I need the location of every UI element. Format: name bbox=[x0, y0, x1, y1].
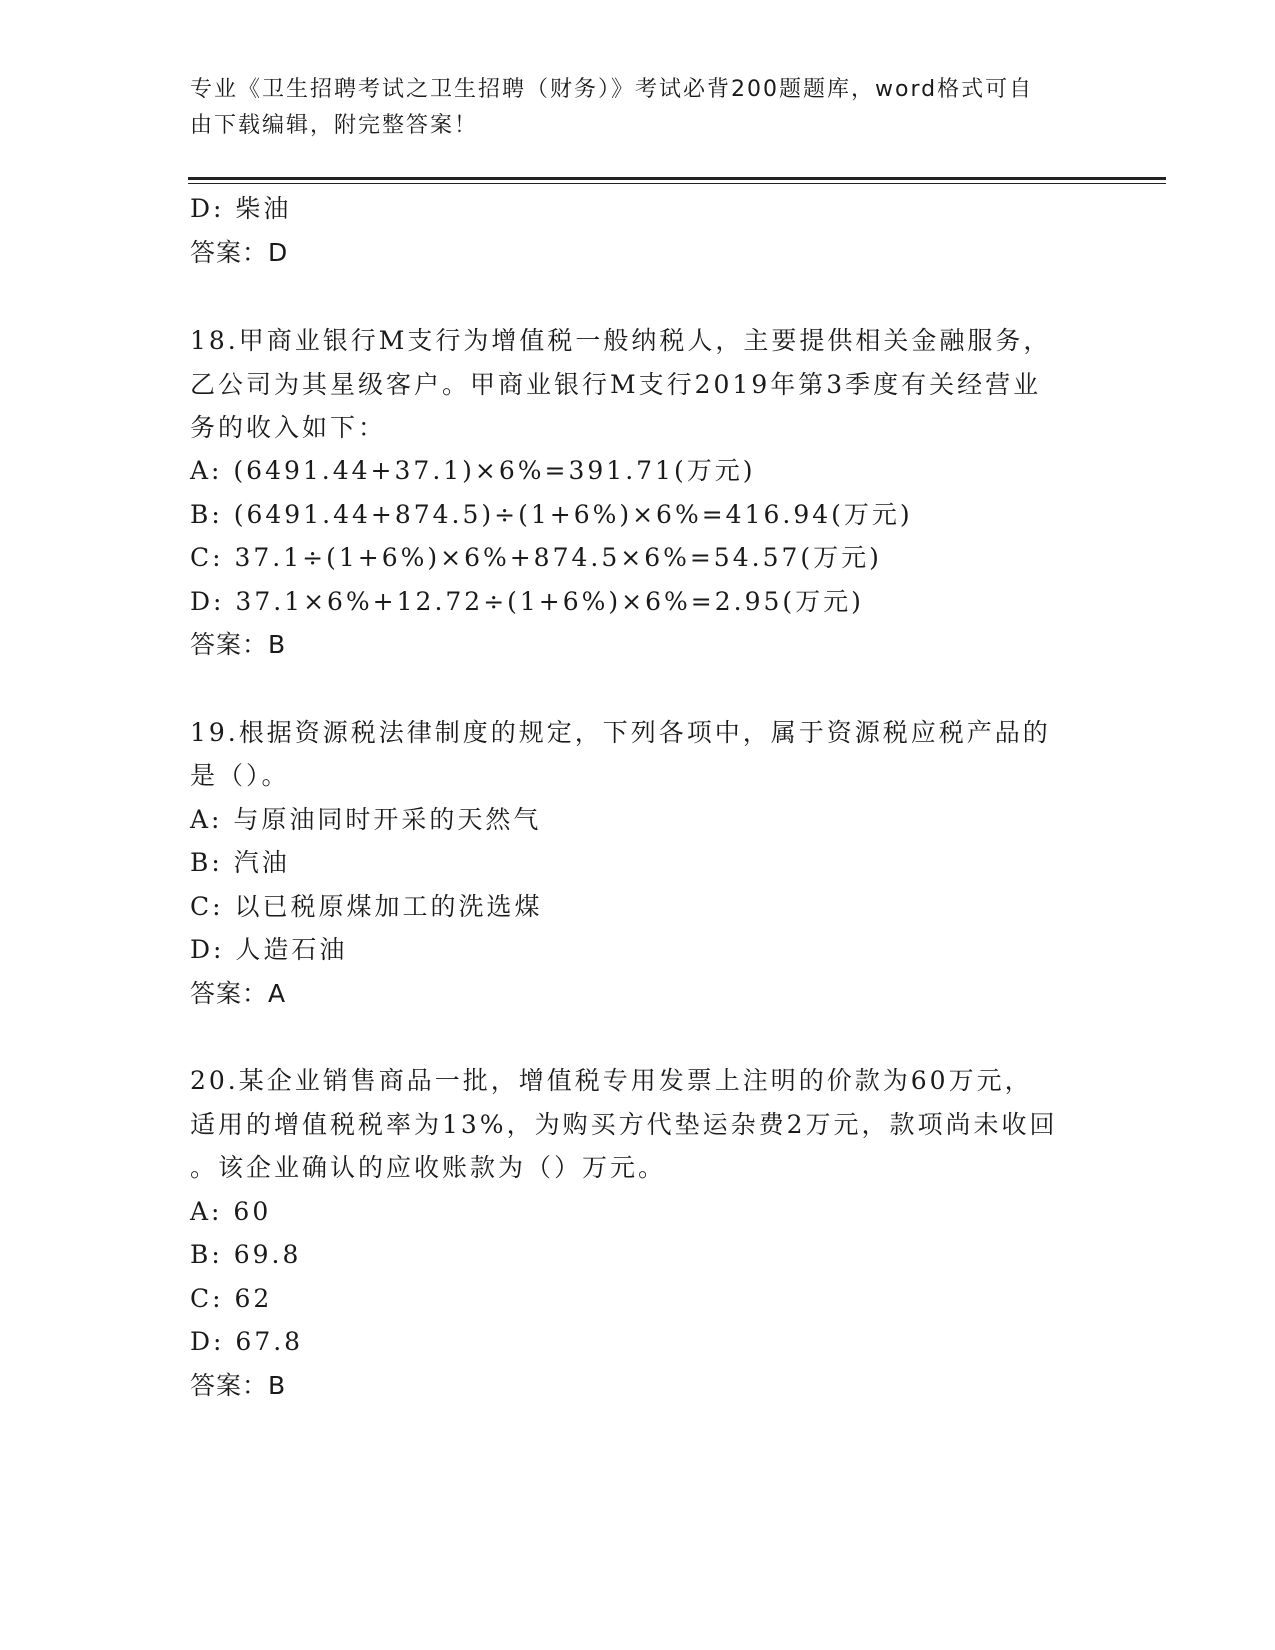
q18-option-b: B: (6491.44+874.5)÷(1+6%)×6%=416.94(万元) bbox=[190, 500, 913, 529]
q20-option-a: A: 60 bbox=[190, 1197, 272, 1226]
q18-stem-line-1: 18.甲商业银行M支行为增值税一般纳税人，主要提供相关金融服务， bbox=[190, 326, 1052, 355]
q19-stem-line-1: 19.根据资源税法律制度的规定，下列各项中，属于资源税应税产品的 bbox=[190, 718, 1051, 747]
q19-answer: 答案：A bbox=[190, 979, 287, 1008]
q19-option-d: D: 人造石油 bbox=[190, 935, 348, 964]
q17-answer: 答案：D bbox=[190, 238, 289, 267]
q18-option-a: A: (6491.44+37.1)×6%=391.71(万元) bbox=[190, 456, 756, 485]
q19-option-a: A: 与原油同时开采的天然气 bbox=[190, 805, 542, 834]
q18-answer: 答案：B bbox=[190, 630, 287, 659]
document-header bbox=[190, 72, 1070, 144]
q20-stem-line-2: 适用的增值税税率为13%，为购买方代垫运杂费2万元，款项尚未收回 bbox=[190, 1110, 1058, 1139]
q20-stem-line-3: 。该企业确认的应收账款为（）万元。 bbox=[190, 1153, 667, 1182]
q20-option-d: D: 67.8 bbox=[190, 1327, 304, 1356]
q17-option-d: D: 柴油 bbox=[190, 194, 292, 223]
q18-stem-line-2: 乙公司为其星级客户。甲商业银行M支行2019年第3季度有关经营业 bbox=[190, 370, 1042, 399]
header-line-2: 由下载编辑，附完整答案！ bbox=[190, 113, 479, 138]
q18-stem-line-3: 务的收入如下： bbox=[190, 413, 387, 442]
q20-answer: 答案：B bbox=[190, 1371, 287, 1400]
header-divider-thin bbox=[188, 183, 1166, 184]
q20-option-b: B: 69.8 bbox=[190, 1240, 302, 1269]
q20-option-c: C: 62 bbox=[190, 1284, 273, 1313]
q18-option-c: C: 37.1÷(1+6%)×6%+874.5×6%=54.57(万元) bbox=[190, 543, 882, 572]
q18-option-d: D: 37.1×6%+12.72÷(1+6%)×6%=2.95(万元) bbox=[190, 587, 864, 616]
q19-stem-line-2: 是（）。 bbox=[190, 761, 290, 790]
q19-option-c: C: 以已税原煤加工的洗选煤 bbox=[190, 892, 543, 921]
q20-stem-line-1: 20.某企业销售商品一批，增值税专用发票上注明的价款为60万元， bbox=[190, 1066, 1033, 1095]
q19-option-b: B: 汽油 bbox=[190, 848, 290, 877]
header-divider-thick bbox=[188, 177, 1166, 180]
header-line-1: 专业《卫生招聘考试之卫生招聘（财务）》考试必背200题题库，word格式可自 bbox=[190, 77, 1034, 102]
